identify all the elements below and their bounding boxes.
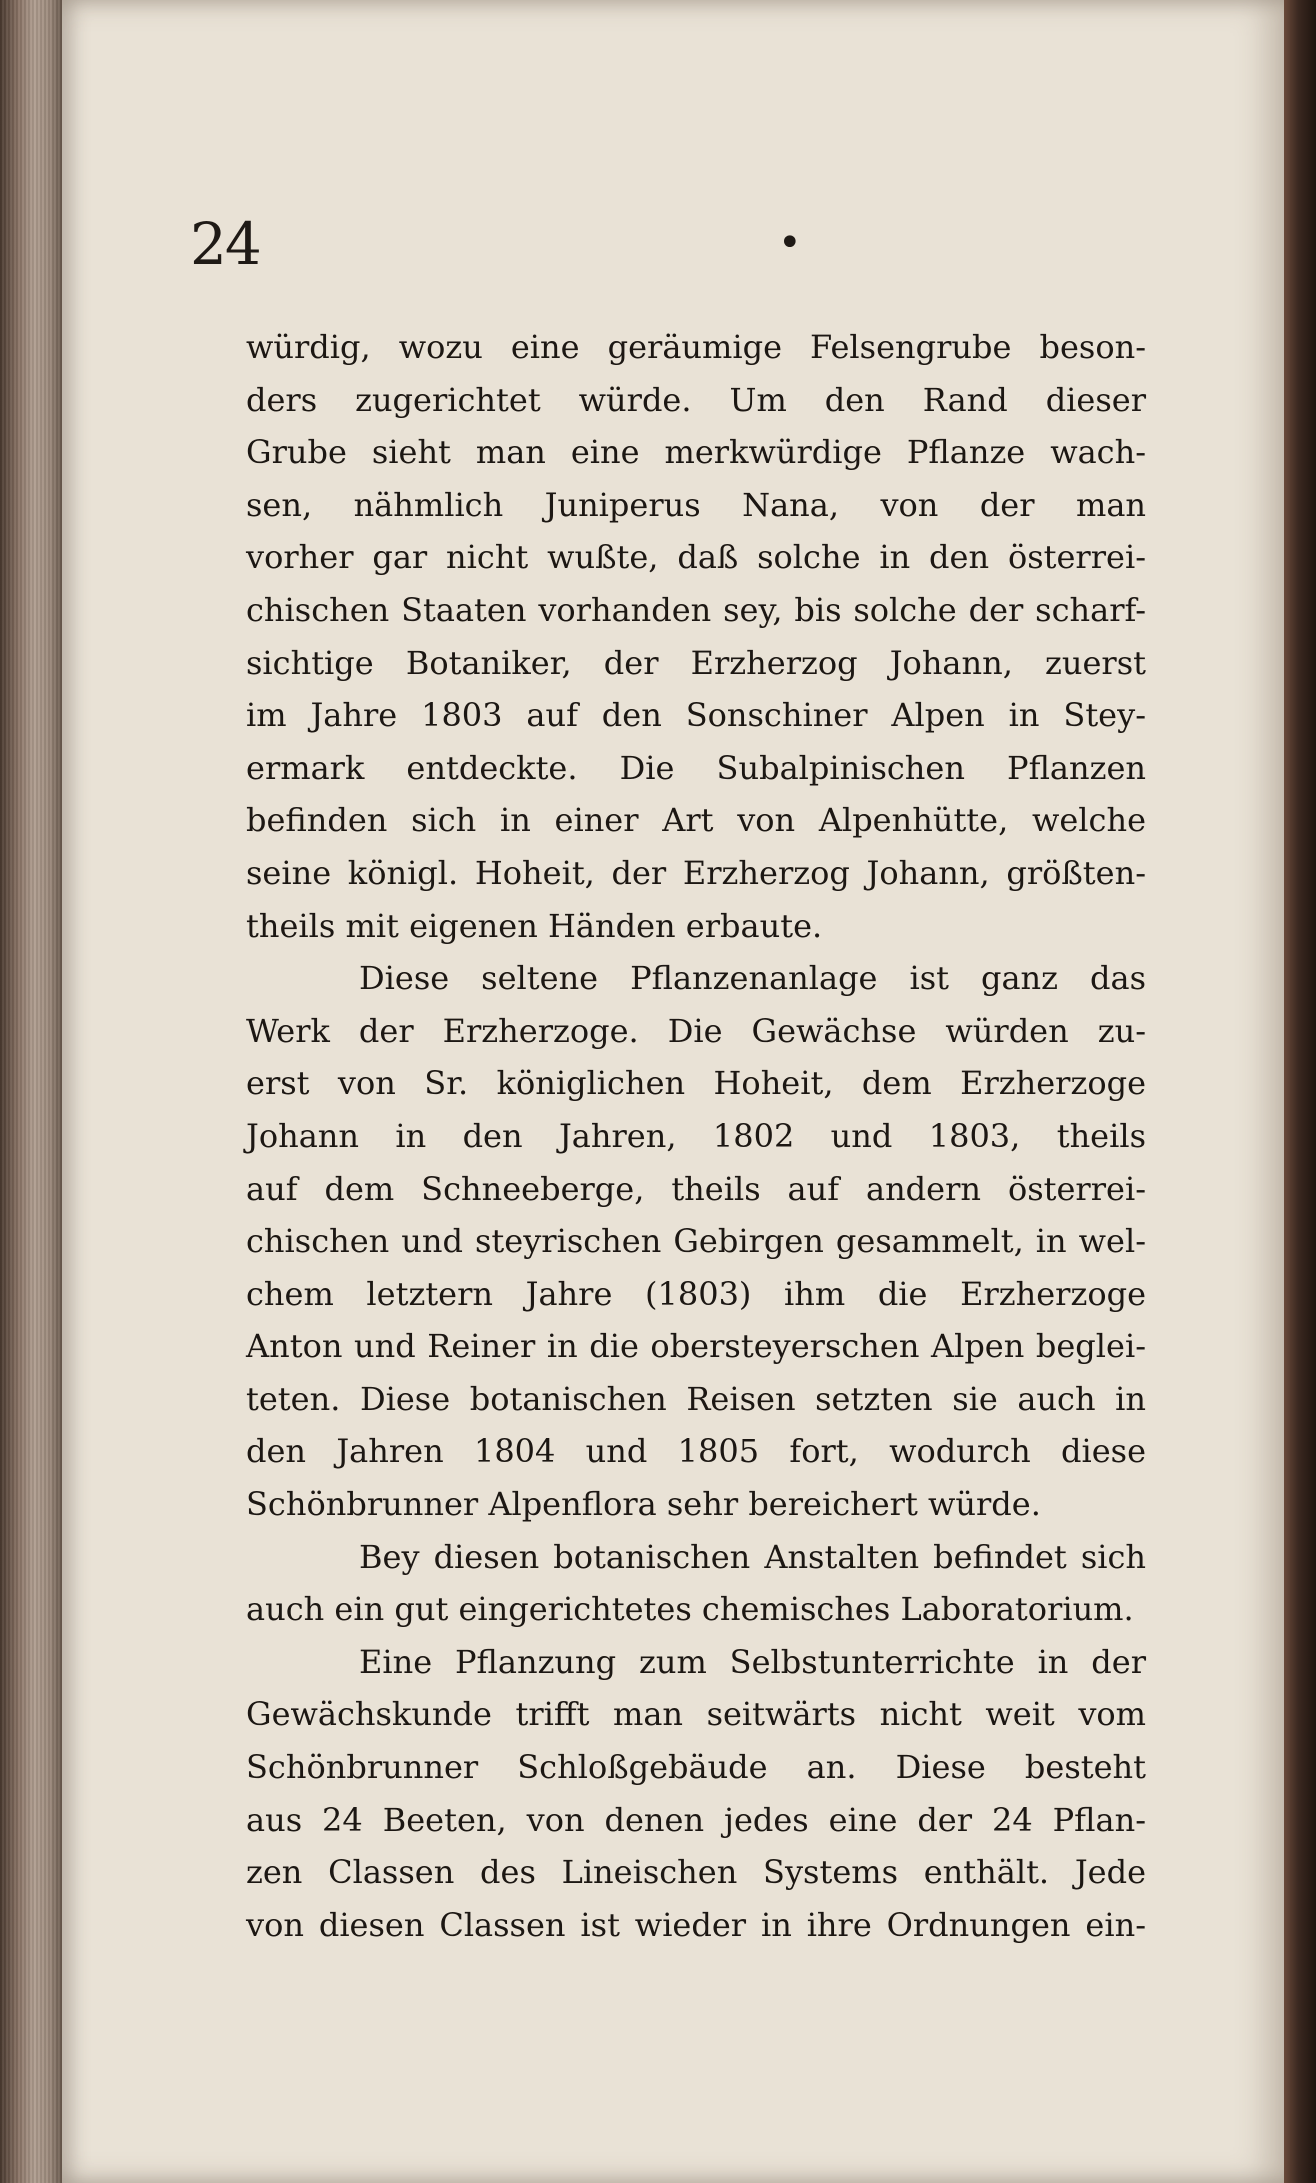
text-line: Bey diesen botanischen Anstalten befindet sich: [359, 1537, 1146, 1576]
header-mark: •: [778, 220, 802, 266]
text-line: auch ein gut eingerichtetes chemisches Laboratorium.: [246, 1590, 1134, 1629]
text-line: würdig, wozu eine geräumige Felsengrube beson-: [246, 328, 1146, 366]
text-line: auf dem Schneeberge, theils auf andern österrei-: [246, 1169, 1146, 1208]
text-line: im Jahre 1803 auf den Sonschiner Alpen in Stey-: [246, 696, 1146, 735]
text-line: sen, nähmlich Juniperus Nana, von der man: [246, 485, 1146, 524]
text-line: befinden sich in einer Art von Alpenhütte, welche: [246, 801, 1146, 840]
text-line: ders zugerichtet würde. Um den Rand dieser: [246, 380, 1146, 419]
right-page-edge: [1284, 0, 1316, 2183]
text-line: Eine Pflanzung zum Selbstunterrichte in der: [359, 1642, 1146, 1681]
text-line: erst von Sr. königlichen Hoheit, dem Erzherzoge: [246, 1064, 1146, 1103]
text-line: Grube sieht man eine merkwürdige Pflanze wach-: [246, 433, 1146, 472]
text-line: ermark entdeckte. Die Subalpinischen Pflanzen: [246, 748, 1146, 787]
text-line: Schönbrunner Alpenflora sehr bereichert würde.: [246, 1485, 1041, 1524]
text-line: Diese seltene Pflanzenanlage ist ganz das: [359, 959, 1146, 998]
text-line: theils mit eigenen Händen erbaute.: [246, 906, 823, 945]
text-line: seine königl. Hoheit, der Erzherzog Johann, größten-: [246, 853, 1146, 892]
text-line: von diesen Classen ist wieder in ihre Ordnungen ein-: [246, 1905, 1146, 1944]
text-line: chischen Staaten vorhanden sey, bis solche der scharf-: [246, 590, 1146, 629]
text-line: zen Classen des Lineischen Systems enthält. Jede: [246, 1853, 1146, 1892]
body-text: [246, 321, 1146, 1951]
text-line: chischen und steyrischen Gebirgen gesammelt, in wel-: [246, 1222, 1146, 1261]
text-line: Johann in den Jahren, 1802 und 1803, theils: [246, 1116, 1146, 1155]
left-page-edge: [0, 0, 62, 2183]
text-line: den Jahren 1804 und 1805 fort, wodurch diese: [246, 1432, 1146, 1471]
text-line: Werk der Erzherzoge. Die Gewächse würden zu-: [246, 1011, 1146, 1050]
text-line: chem letztern Jahre (1803) ihm die Erzherzoge: [246, 1274, 1146, 1313]
text-line: vorher gar nicht wußte, daß solche in den österrei-: [246, 538, 1146, 577]
text-line: aus 24 Beeten, von denen jedes eine der 24 Pflan-: [246, 1800, 1146, 1839]
text-line: teten. Diese botanischen Reisen setzten sie auch in: [246, 1379, 1146, 1418]
page-number: 24: [190, 210, 260, 278]
text-line: Gewächskunde trifft man seitwärts nicht weit vom: [246, 1695, 1146, 1734]
text-line: Schönbrunner Schloßgebäude an. Diese besteht: [246, 1748, 1146, 1787]
text-line: Anton und Reiner in die obersteyerschen Alpen beglei-: [246, 1327, 1146, 1366]
text-line: sichtige Botaniker, der Erzherzog Johann, zuerst: [246, 643, 1146, 682]
